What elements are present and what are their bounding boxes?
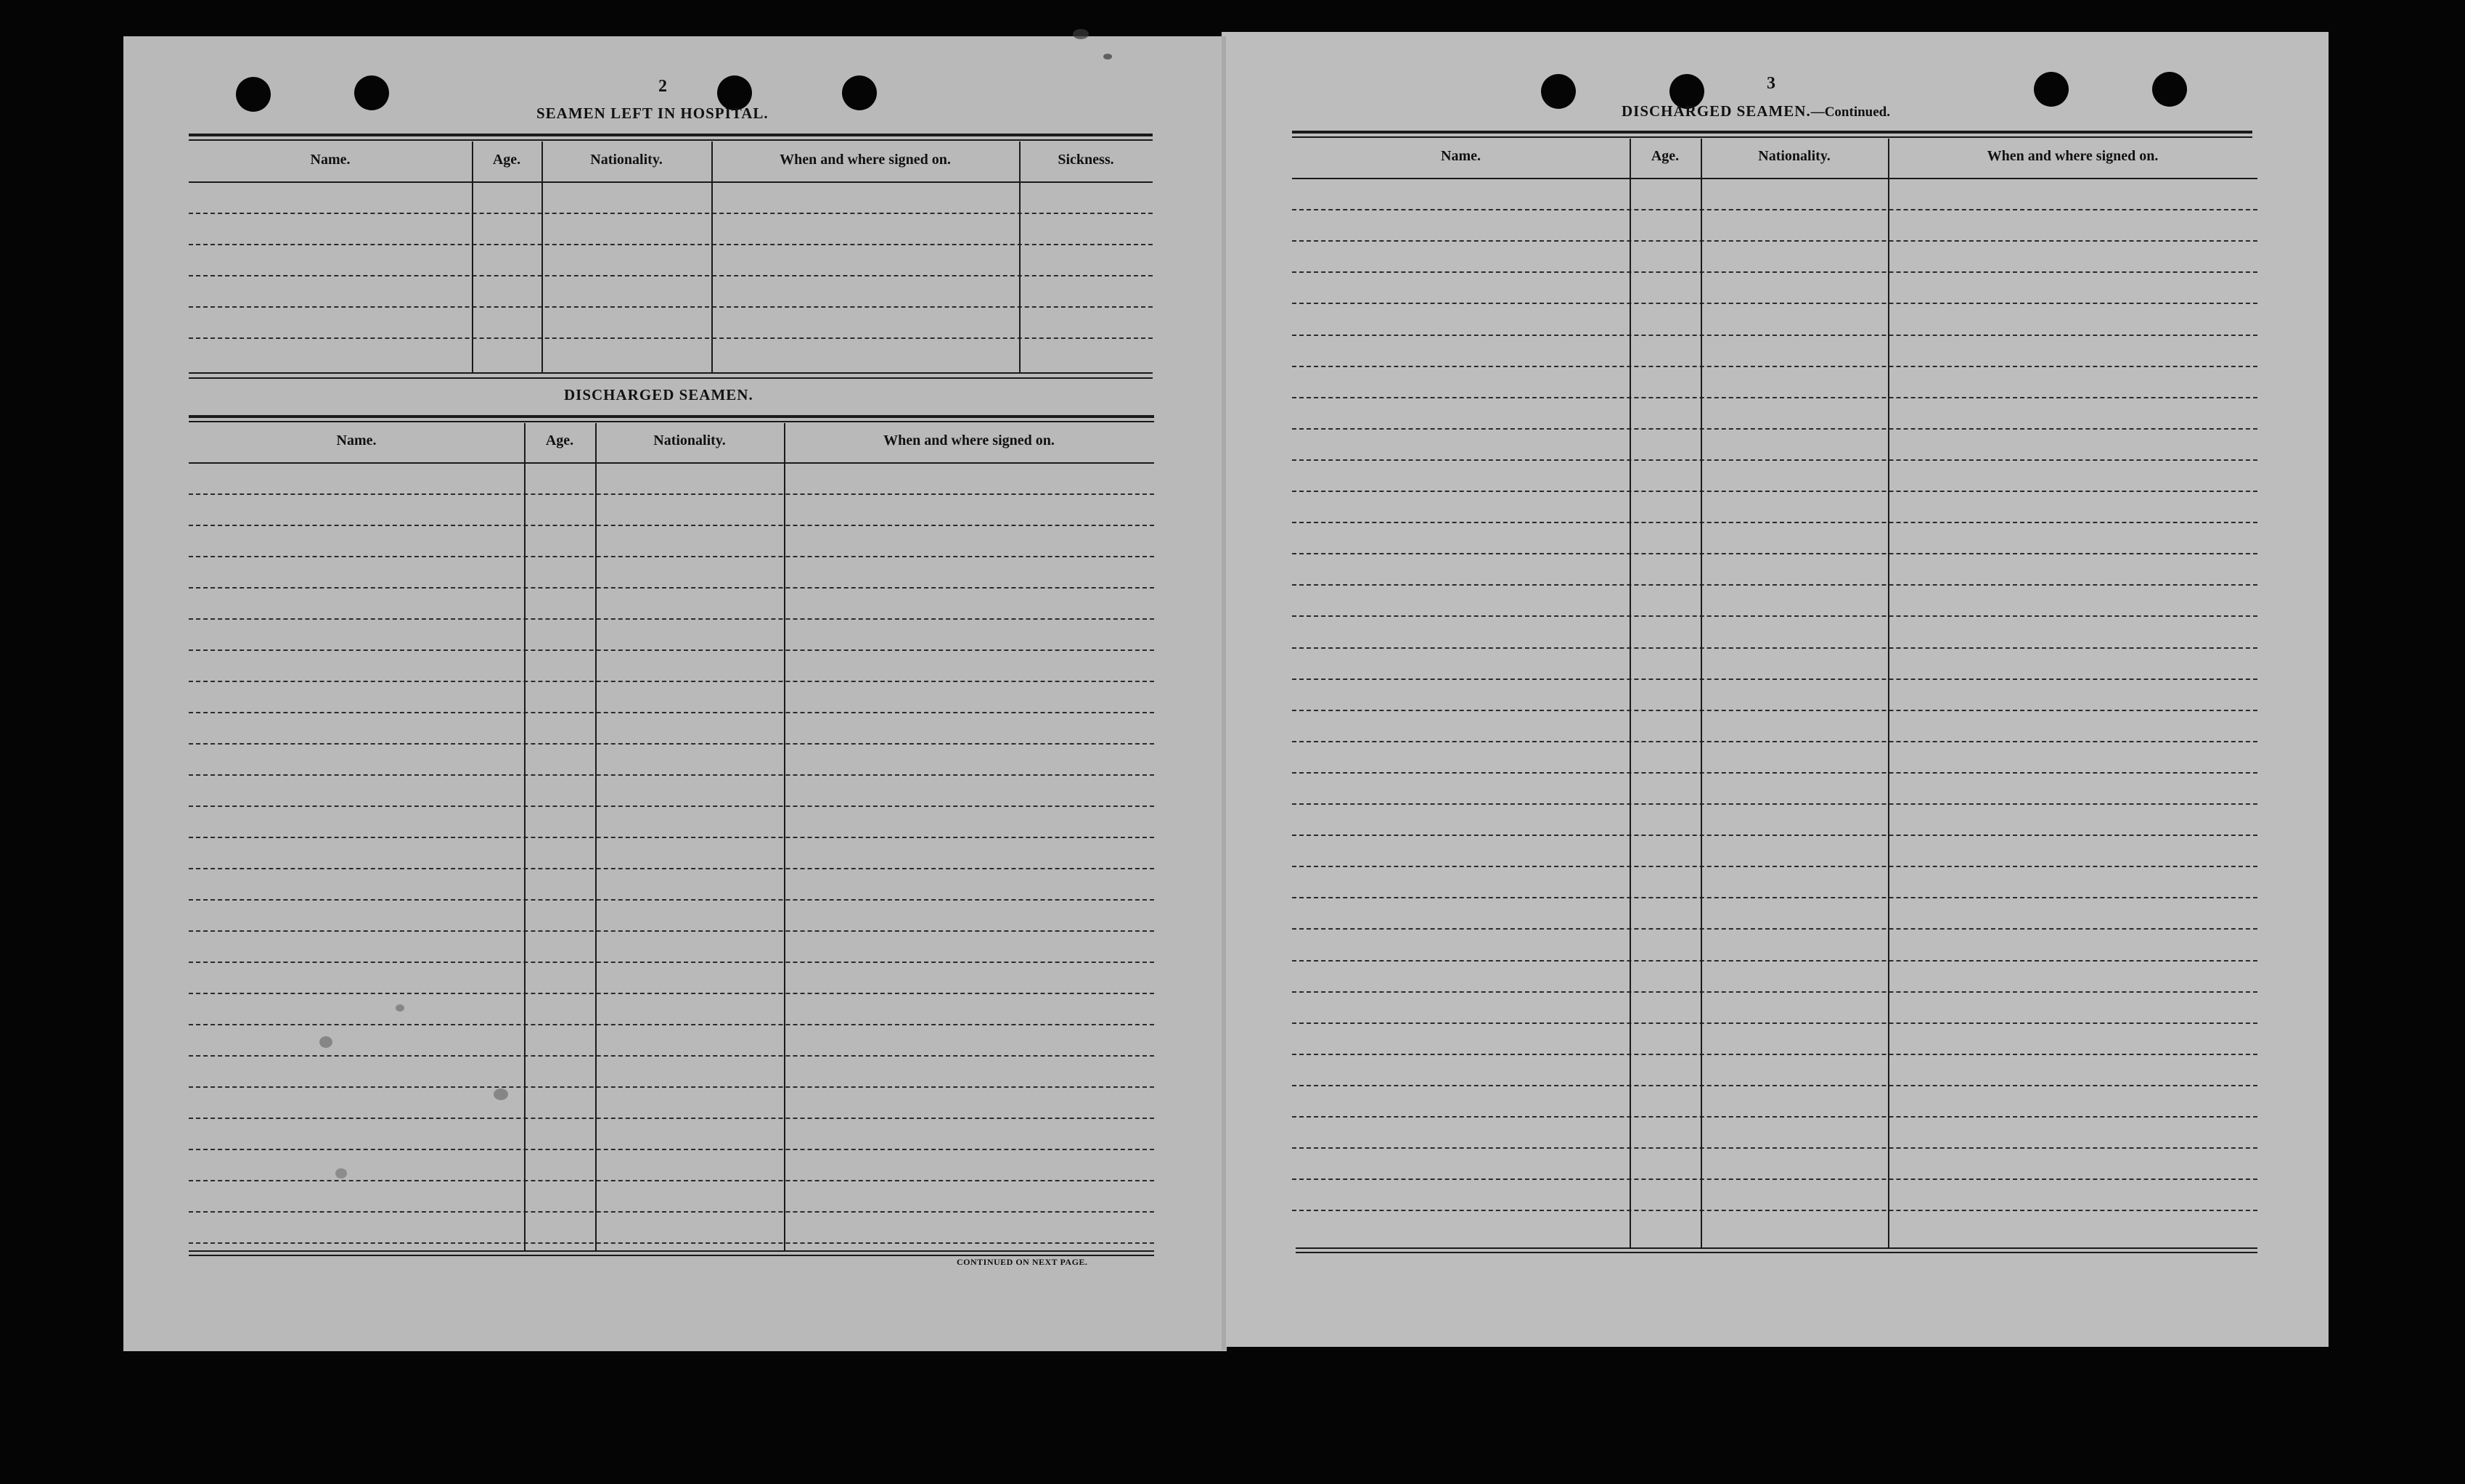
form-row-line <box>1292 303 2257 304</box>
ink-speck <box>319 1036 332 1048</box>
form-row-line <box>189 993 1154 994</box>
page-number: 3 <box>1767 74 1775 93</box>
form-row-line <box>1292 584 2257 586</box>
form-row-line <box>1292 1085 2257 1086</box>
form-row-line <box>189 493 1154 495</box>
form-row-line <box>1292 679 2257 680</box>
column-header-name: Name. <box>336 433 377 448</box>
form-row-line <box>189 743 1154 745</box>
form-row-line <box>189 618 1154 620</box>
form-row-line <box>189 244 1153 245</box>
column-header-age: Age. <box>545 433 574 448</box>
ink-speck <box>1073 29 1089 39</box>
ink-speck <box>1103 54 1112 60</box>
form-row-line <box>189 556 1154 557</box>
rule <box>1292 178 2257 179</box>
form-row-line <box>1292 991 2257 993</box>
column-divider <box>784 423 785 1250</box>
page-fold <box>1222 36 1226 1350</box>
form-row-line <box>1292 615 2257 617</box>
form-row-line <box>189 1055 1154 1057</box>
rule <box>189 139 1153 141</box>
form-row-line <box>1292 240 2257 242</box>
form-row-line <box>1292 897 2257 898</box>
title-main: DISCHARGED SEAMEN. <box>1622 102 1811 120</box>
column-divider <box>1701 139 1702 1247</box>
form-row-line <box>1292 397 2257 398</box>
form-row-line <box>189 1086 1154 1088</box>
column-divider <box>541 142 543 372</box>
form-row-line <box>1292 803 2257 805</box>
hospital-table <box>189 142 1153 372</box>
discharged-table <box>189 423 1154 1250</box>
form-row-line <box>1292 772 2257 774</box>
discharged-table-continued <box>1292 139 2257 1247</box>
form-row-line <box>1292 960 2257 962</box>
form-row-line <box>189 805 1154 807</box>
form-row-line <box>189 1024 1154 1025</box>
form-row-line <box>1292 1116 2257 1118</box>
ink-speck <box>494 1089 508 1100</box>
form-row-line <box>1292 1178 2257 1180</box>
rule <box>189 415 1154 418</box>
column-header-age: Age. <box>1651 148 1680 164</box>
column-divider <box>472 142 473 372</box>
column-header-nationality: Nationality. <box>653 433 726 448</box>
column-divider <box>1888 139 1889 1247</box>
form-row-line <box>189 1211 1154 1213</box>
punch-hole <box>2034 72 2069 107</box>
column-divider <box>1630 139 1631 1247</box>
rule <box>189 181 1153 183</box>
rule <box>1296 1247 2257 1249</box>
form-row-line <box>189 930 1154 932</box>
form-row-line <box>1292 741 2257 742</box>
form-row-line <box>1292 271 2257 273</box>
form-row-line <box>1292 710 2257 711</box>
form-row-line <box>189 962 1154 963</box>
form-row-line <box>1292 366 2257 367</box>
form-row-line <box>1292 522 2257 523</box>
column-header-nationality: Nationality. <box>590 152 663 168</box>
form-row-line <box>1292 647 2257 649</box>
form-row-line <box>1292 553 2257 554</box>
section-title-discharged: DISCHARGED SEAMEN. <box>564 386 753 403</box>
section-title-discharged-continued <box>1622 102 1890 120</box>
form-row-line <box>189 587 1154 589</box>
column-header-signed-on: When and where signed on. <box>780 152 951 168</box>
column-divider <box>524 423 526 1250</box>
form-row-line <box>189 306 1153 308</box>
rule <box>1296 1252 2257 1253</box>
punch-hole <box>1541 74 1576 109</box>
form-row-line <box>189 774 1154 776</box>
rule <box>189 372 1153 374</box>
rule <box>189 377 1153 379</box>
form-row-line <box>189 649 1154 651</box>
form-row-line <box>1292 459 2257 461</box>
column-header-sickness: Sickness. <box>1058 152 1114 168</box>
rule <box>189 134 1153 136</box>
ink-speck <box>396 1004 404 1012</box>
form-row-line <box>1292 1210 2257 1211</box>
form-row-line <box>189 868 1154 869</box>
rule <box>189 1250 1154 1252</box>
column-header-nationality: Nationality. <box>1758 148 1831 164</box>
form-row-line <box>1292 1147 2257 1149</box>
rule <box>189 462 1154 464</box>
form-row-line <box>189 681 1154 682</box>
form-row-line <box>189 837 1154 838</box>
column-header-age: Age. <box>492 152 521 168</box>
section-title-hospital: SEAMEN LEFT IN HOSPITAL. <box>536 104 769 122</box>
form-row-line <box>1292 866 2257 867</box>
form-row-line <box>1292 491 2257 492</box>
form-row-line <box>189 1242 1154 1244</box>
form-row-line <box>1292 1022 2257 1024</box>
rule <box>189 421 1154 422</box>
column-header-name: Name. <box>1441 148 1481 164</box>
column-divider <box>595 423 597 1250</box>
punch-hole <box>236 77 271 112</box>
page-number: 2 <box>658 77 667 96</box>
rule <box>189 1255 1154 1256</box>
form-row-line <box>1292 335 2257 336</box>
form-row-line <box>1292 835 2257 836</box>
form-row-line <box>1292 1054 2257 1055</box>
form-row-line <box>1292 928 2257 930</box>
rule <box>1292 131 2252 134</box>
column-divider <box>711 142 713 372</box>
form-row-line <box>189 1149 1154 1150</box>
column-divider <box>1019 142 1021 372</box>
continued-note: CONTINUED ON NEXT PAGE. <box>957 1257 1088 1267</box>
form-row-line <box>1292 428 2257 430</box>
ink-speck <box>335 1168 347 1178</box>
form-row-line <box>189 1180 1154 1181</box>
form-row-line <box>189 275 1153 276</box>
column-header-name: Name. <box>310 152 351 168</box>
title-suffix: —Continued. <box>1810 104 1890 120</box>
punch-hole <box>842 75 877 110</box>
form-row-line <box>189 712 1154 713</box>
form-row-line <box>189 525 1154 526</box>
form-row-line <box>189 213 1153 214</box>
form-row-line <box>189 899 1154 901</box>
form-row-line <box>189 1118 1154 1119</box>
punch-hole <box>2152 72 2187 107</box>
column-header-signed-on: When and where signed on. <box>1987 148 2159 164</box>
form-row-line <box>1292 209 2257 210</box>
rule <box>1292 136 2252 138</box>
punch-hole <box>354 75 389 110</box>
column-header-signed-on: When and where signed on. <box>883 433 1055 448</box>
form-row-line <box>189 337 1153 339</box>
